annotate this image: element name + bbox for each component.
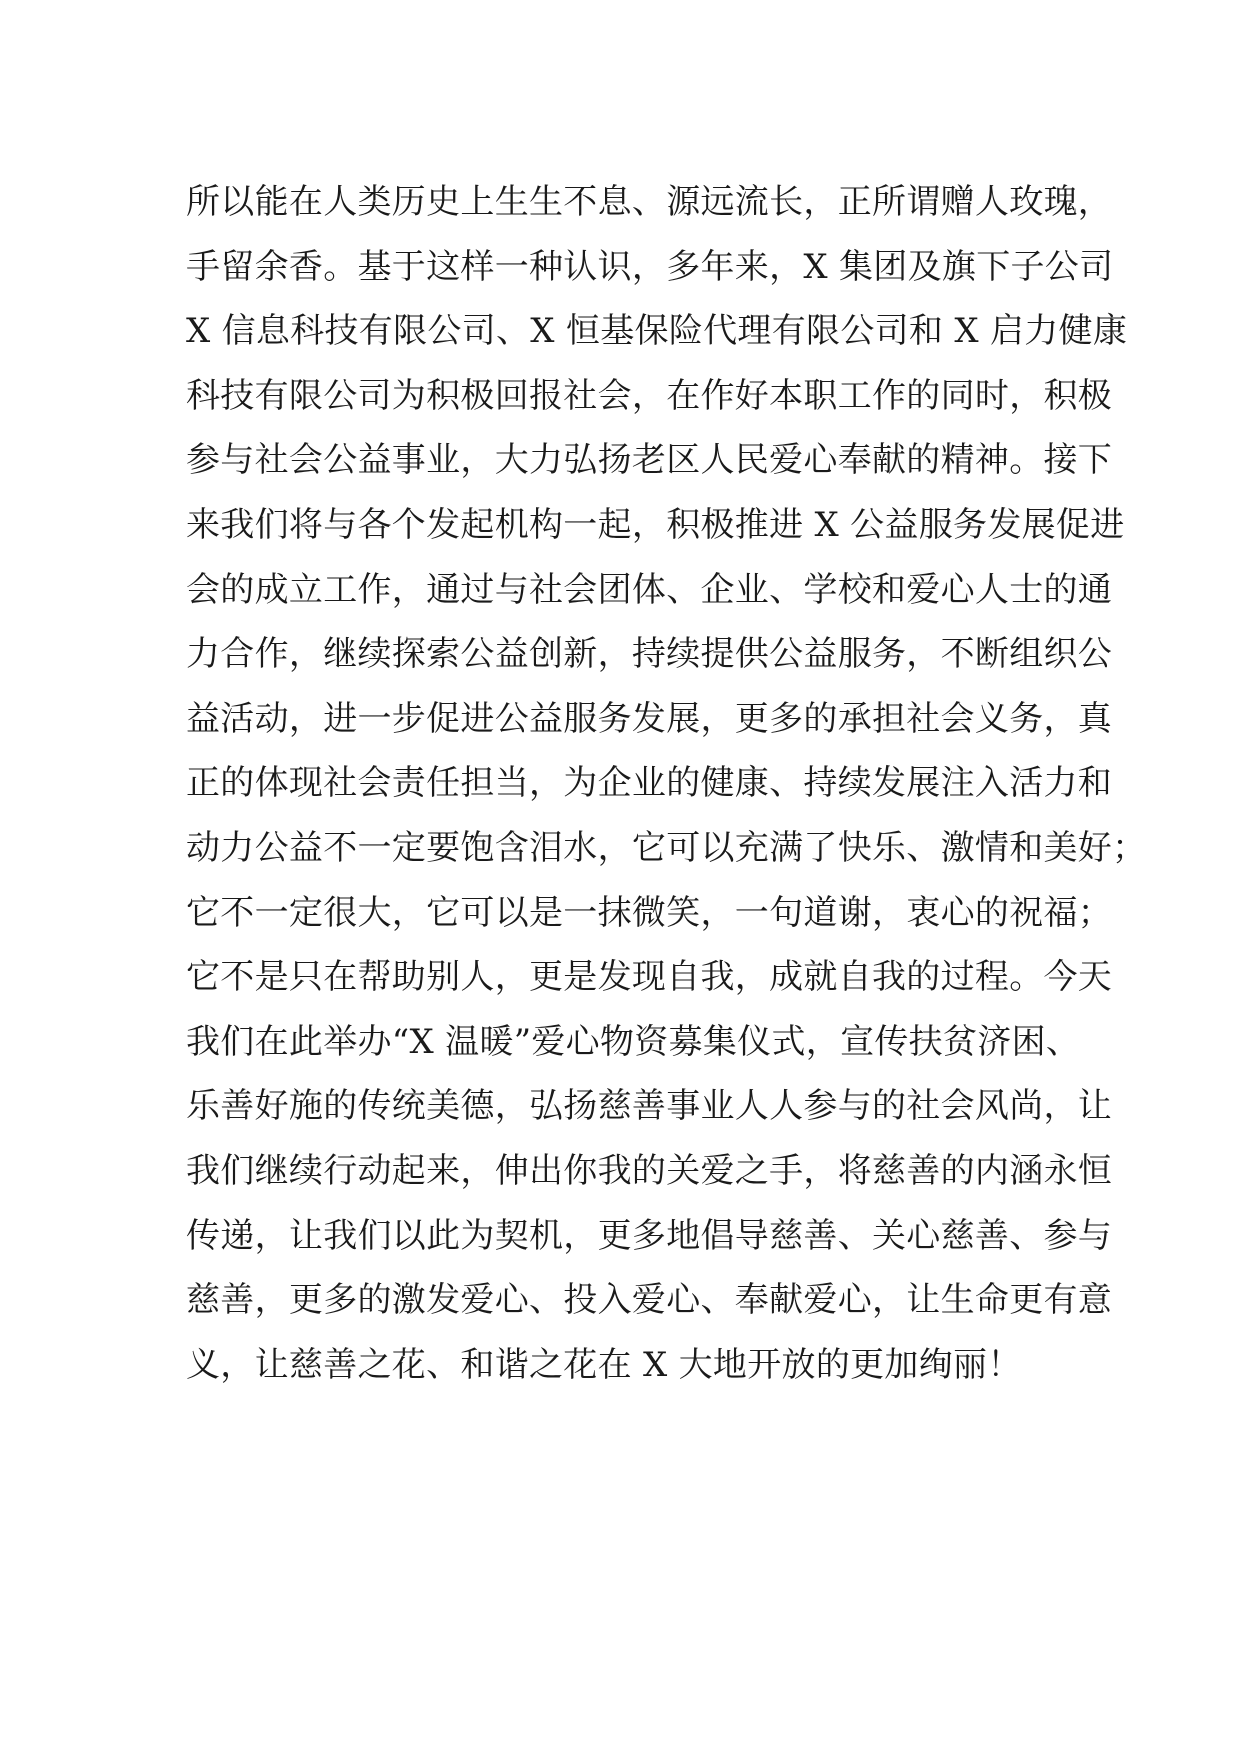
body-paragraph bbox=[186, 170, 1147, 1397]
text-line: 所以能在人类历史上生生不息、源远流长，正所谓赠人玫瑰， bbox=[186, 182, 1113, 222]
text-line: 益活动，进一步促进公益服务发展，更多的承担社会义务，真 bbox=[186, 698, 1113, 739]
text-line: 正的体现社会责任担当，为企业的健康、持续发展注入活力和 bbox=[186, 763, 1113, 804]
text-line: 科技有限公司为积极回报社会，在作好本职工作的同时，积极 bbox=[186, 375, 1113, 416]
text-line: 我们继续行动起来，伸出你我的关爱之手，将慈善的内涵永恒 bbox=[186, 1150, 1113, 1191]
text-line: 力合作，继续探索公益创新，持续提供公益服务，不断组织公 bbox=[186, 634, 1113, 675]
text-line: 手留余香。基于这样一种认识，多年来，X 集团及旗下子公司 bbox=[186, 246, 1114, 287]
text-line: 乐善好施的传统美德，弘扬慈善事业人人参与的社会风尚，让 bbox=[186, 1086, 1113, 1127]
text-line: 它不是只在帮助别人，更是发现自我，成就自我的过程。今天 bbox=[186, 957, 1113, 998]
text-line: 参与社会公益事业，大力弘扬老区人民爱心奉献的精神。接下 bbox=[186, 440, 1113, 481]
text-line: 我们在此举办“X 温暖”爱心物资募集仪式，宣传扶贫济困、 bbox=[186, 1021, 1081, 1062]
text-line: 它不一定很大，它可以是一抹微笑，一句道谢，衷心的祝福； bbox=[186, 892, 1113, 933]
text-line: 动力公益不一定要饱含泪水，它可以充满了快乐、激情和美好； bbox=[186, 827, 1147, 868]
text-line: 传递，让我们以此为契机，更多地倡导慈善、关心慈善、参与 bbox=[186, 1215, 1113, 1256]
text-line: 来我们将与各个发起机构一起，积极推进 X 公益服务发展促进 bbox=[186, 504, 1125, 545]
text-line: X 信息科技有限公司、X 恒基保险代理有限公司和 X 启力健康 bbox=[186, 311, 1128, 352]
text-line: 会的成立工作，通过与社会团体、企业、学校和爱心人士的通 bbox=[186, 569, 1113, 610]
text-line: 慈善，更多的激发爱心、投入爱心、奉献爱心，让生命更有意 bbox=[186, 1280, 1113, 1321]
text-line: 义，让慈善之花、和谐之花在 X 大地开放的更加绚丽！ bbox=[186, 1344, 1022, 1385]
